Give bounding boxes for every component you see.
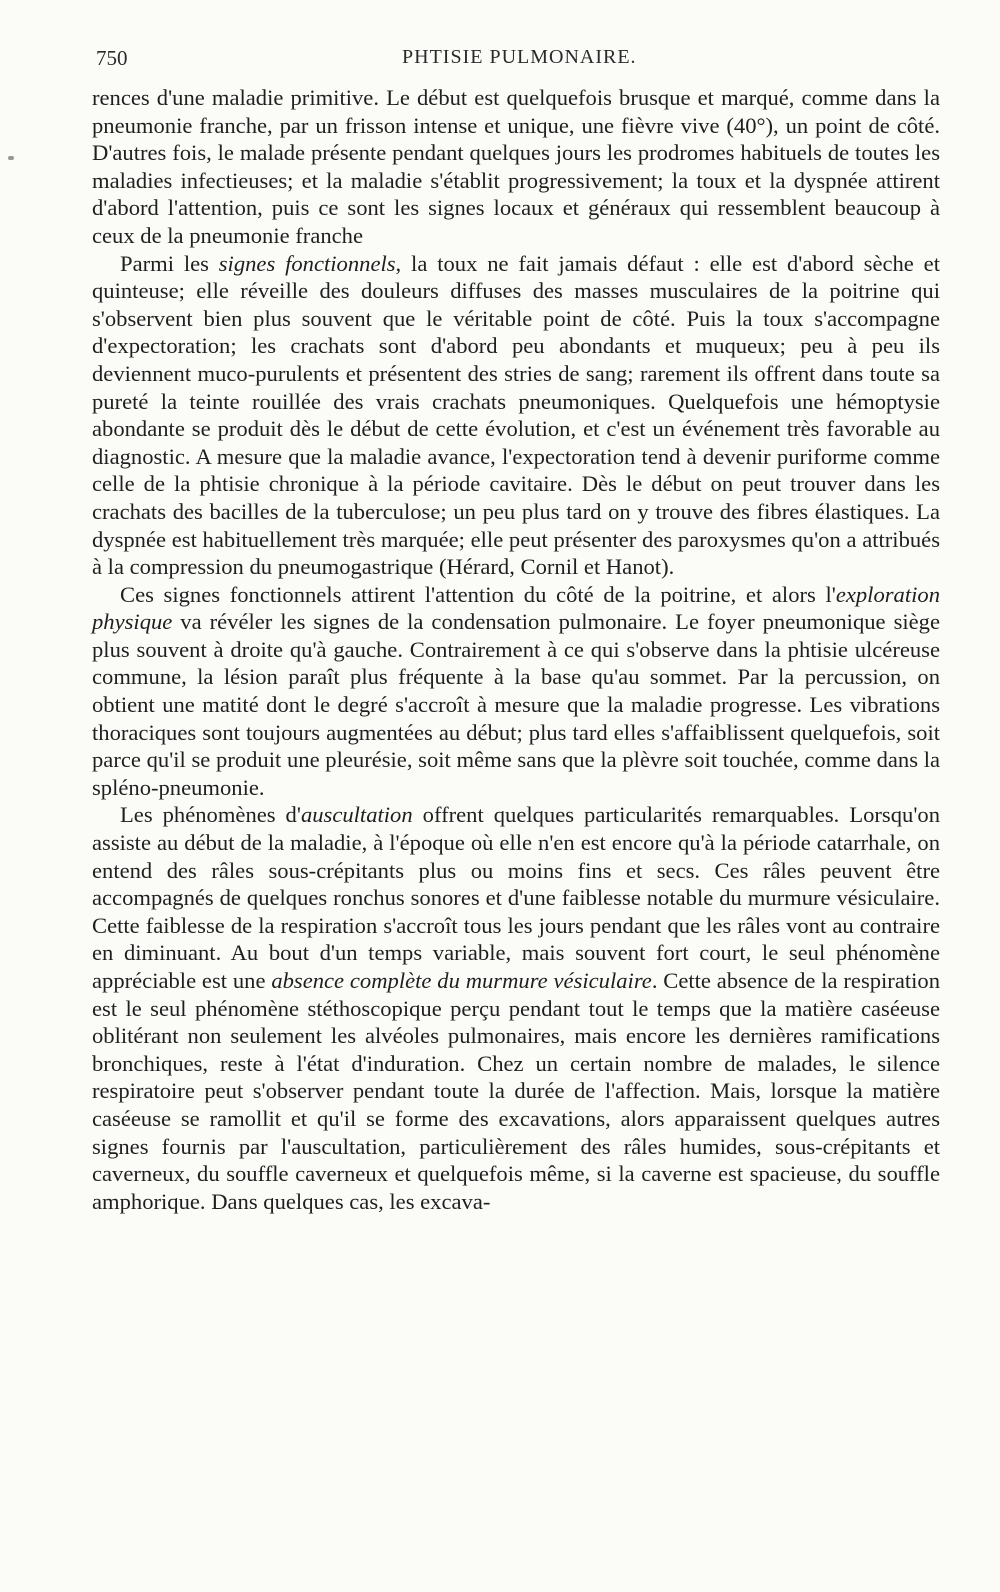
text-run: Ces signes fonctionnels attirent l'attention du côté de la poitrine, et alors l' [120,581,836,607]
running-title: PHTISIE PULMONAIRE. [402,46,637,68]
text-run: rences d'une maladie primitive. Le début est quelquefois brusque et marqué, comme dans la pneumonie franche, par un frisson intense et unique, une fièvre vive (40°), un point de côté. D'autres fois, le malade présente pendant quelques jours les prodromes habituels de toutes les maladies infectieuses; et la maladie s'établit progressivement; la toux et la dyspnée attirent d'abord l'attention, puis ce sont les signes locaux et généraux qui ressemblent beaucoup à ceux de la pneumonie franche [92,85,940,248]
paragraph [92,84,940,250]
text-run: va révéler les signes de la condensation pulmonaire. Le foyer pneumonique siège plus souvent à droite qu'à gauche. Contrairement à ce qui s'observe dans la phtisie ulcéreuse commune, la lésion paraît plus fréquente à la base qu'au sommet. Par la percussion, on obtient une matité dont le degré s'accroît à mesure que la maladie progresse. Les vibrations thoraciques sont toujours augmentées au début; plus tard elles s'affaiblissent quelquefois, soit parce qu'il se produit une pleurésie, soit même sans que la plèvre soit touchée, comme dans la spléno-pneumonie. [92,609,940,800]
paragraph [92,581,940,802]
body-text [92,84,940,1215]
ink-speck [8,156,14,160]
page-header [96,46,936,74]
text-run: . Cette absence de la respiration est le seul phénomène stéthoscopique perçu pendant tout le temps que la matière caséeuse oblitérant non seulement les alvéoles pulmonaires, mais encore les dernières ramifications bronchiques, reste à l'état d'induration. Chez un certain nombre de malades, le silence respiratoire peut s'observer pendant toute la durée de l'affection. Mais, lorsque la matière caséeuse se ramollit et qu'il se forme des excavations, alors apparaissent quelques autres signes fournis par l'auscultation, particulièrement des râles humides, sous-crépitants et caverneux, du souffle caverneux et quelquefois même, si la caverne est spacieuse, du souffle amphorique. Dans quelques cas, les excava- [92,968,941,1214]
text-run: offrent quelques particularités remarquables. Lorsqu'on assiste au début de la maladie, à l'époque où elle n'en est encore qu'à la période catarrhale, on entend des râles sous-crépitants plus ou moins fins et secs. Ces râles peuvent être accompagnés de quelques ronchus sonores et d'une faiblesse notable du murmure vésiculaire. Cette faiblesse de la respiration s'accroît tous les jours pendant que les râles vont au contraire en diminuant. Au bout d'un temps variable, mais souvent fort court, le seul phénomène appréciable est une [92,802,940,993]
page-number: 750 [96,46,128,70]
italic-term: exploration physique [92,581,940,635]
paragraph [92,250,940,581]
italic-term: auscultation [300,802,413,828]
text-run: Les phénomènes d' [120,802,301,828]
paragraph [92,801,940,1215]
text-run: Parmi les [120,250,219,276]
italic-term: signes fonctionnels [218,250,396,276]
text-run: , la toux ne fait jamais défaut : elle est d'abord sèche et quinteuse; elle réveille des douleurs diffuses des masses musculaires de la poitrine qui s'observent bien plus souvent que le véritable point de côté. Puis la toux s'accompagne d'expectoration; les crachats sont d'abord peu abondants et muqueux; peu à peu ils deviennent muco-purulents et présentent des stries de sang; rarement ils offrent dans toute sa pureté la teinte rouillée des vrais crachats pneumoniques. Quelquefois une hémoptysie abondante se produit dès le début de cette évolution, et c'est un événement très favorable au diagnostic. A mesure que la maladie avance, l'expectoration tend à devenir puriforme comme celle de la phtisie chronique à la période cavitaire. Dès le début on peut trouver dans les crachats des bacilles de la tuberculose; un peu plus tard on y trouve des fibres élastiques. La dyspnée est habituellement très marquée; elle peut présenter des paroxysmes qu'on a attribués à la compression du pneumogastrique (Hérard, Cornil et Hanot). [92,250,940,580]
italic-term: absence complète du murmure vésiculaire [271,968,652,993]
